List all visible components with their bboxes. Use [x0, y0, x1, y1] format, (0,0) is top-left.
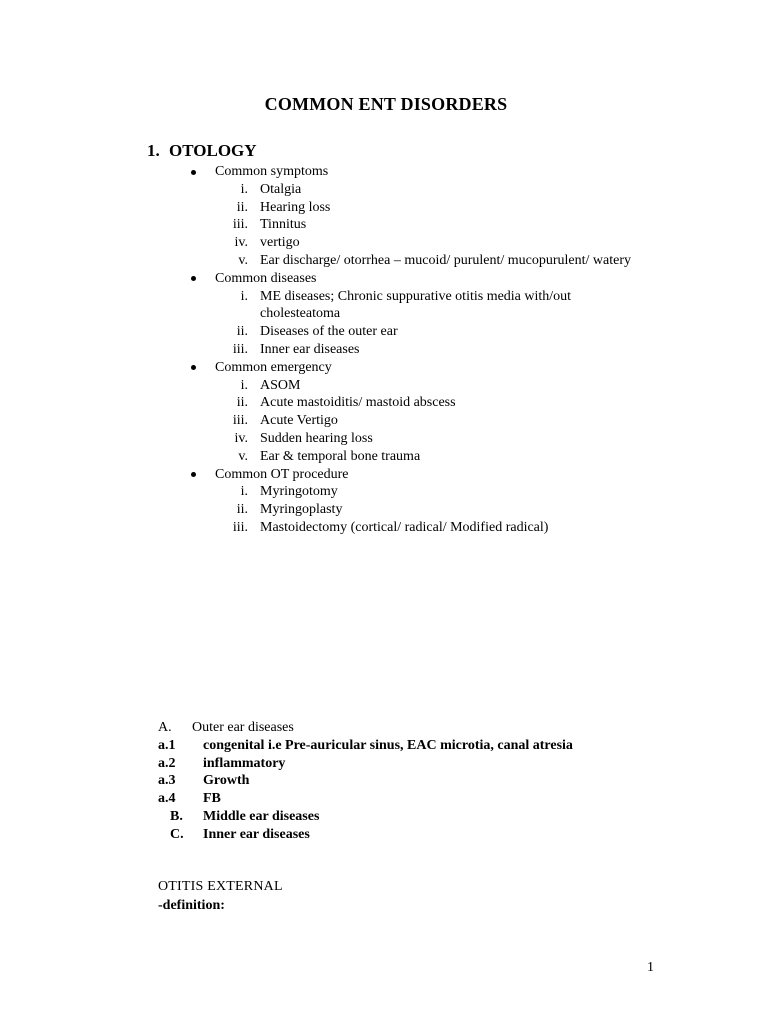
list-text: inflammatory: [203, 755, 286, 771]
roman-numeral: i.: [240, 484, 248, 500]
bullet-item: [0, 466, 768, 484]
sub-item: [0, 519, 768, 537]
sub-item-text: vertigo: [260, 235, 300, 251]
section-title: OTOLOGY: [169, 141, 257, 160]
sub-item-text: Inner ear diseases: [260, 341, 360, 357]
list-label: a.2: [158, 755, 176, 771]
sub-item: [0, 181, 768, 199]
bullet-label: Common OT procedure: [215, 466, 349, 482]
bullet-icon: [191, 276, 196, 281]
roman-numeral: ii.: [236, 502, 248, 518]
sub-item-text: ASOM: [260, 377, 301, 393]
bullet-label: Common diseases: [215, 270, 317, 286]
list-label: a.4: [158, 791, 176, 807]
list-text: congenital i.e Pre-auricular sinus, EAC microtia, canal atresia: [203, 737, 573, 753]
sub-item: [0, 216, 768, 234]
sub-item-text: Sudden hearing loss: [260, 430, 373, 446]
list-text: Inner ear diseases: [203, 826, 310, 842]
list-item: [0, 826, 768, 844]
section-heading: [147, 141, 257, 161]
sub-item-text: Acute mastoiditis/ mastoid abscess: [260, 395, 456, 411]
sub-item-text: ME diseases; Chronic suppurative otitis media with/out cholesteatoma: [260, 288, 572, 322]
sub-item-text: Mastoidectomy (cortical/ radical/ Modified radical): [260, 519, 549, 535]
list-label: B.: [170, 808, 183, 824]
list-text: Middle ear diseases: [203, 808, 320, 824]
bullet-icon: [191, 170, 196, 175]
list-item: [0, 737, 768, 755]
roman-numeral: iii.: [232, 413, 248, 429]
list-text: Growth: [203, 773, 250, 789]
page-number: 1: [647, 960, 654, 975]
sub-item-text: Ear & temporal bone trauma: [260, 448, 421, 464]
sub-item-text: Diseases of the outer ear: [260, 324, 398, 340]
sub-item: [0, 288, 768, 324]
sub-item: [0, 394, 768, 412]
bullet-icon: [191, 365, 196, 370]
sub-item-text: Acute Vertigo: [260, 413, 338, 429]
sub-item: [0, 377, 768, 395]
sub-item-text: Myringotomy: [260, 484, 338, 500]
sub-item: [0, 234, 768, 252]
sub-item: [0, 252, 768, 270]
bullet-label: Common emergency: [215, 359, 332, 375]
document-title: COMMON ENT DISORDERS: [264, 94, 508, 114]
sub-item: [0, 412, 768, 430]
roman-numeral: i.: [240, 181, 248, 197]
definition-label: -definition:: [158, 898, 225, 913]
otitis-external-heading: OTITIS EXTERNAL: [158, 879, 283, 894]
sub-item-text: Otalgia: [260, 181, 302, 197]
sub-item: [0, 199, 768, 217]
sub-item-text: Ear discharge/ otorrhea – mucoid/ purulent/ mucopurulent/ watery: [260, 252, 632, 268]
sub-item-text: Tinnitus: [260, 217, 307, 233]
bullet-label: Common symptoms: [215, 164, 329, 179]
bullet-item: [0, 270, 768, 288]
roman-numeral: iv.: [234, 430, 248, 446]
roman-numeral: i.: [240, 288, 248, 304]
sub-item-text: Hearing loss: [260, 199, 331, 215]
list-item: [0, 772, 768, 790]
sub-item: [0, 501, 768, 519]
list-text: Outer ear diseases: [192, 720, 294, 735]
sub-item-text: Myringoplasty: [260, 502, 343, 518]
list-item: [0, 808, 768, 826]
roman-numeral: ii.: [236, 324, 248, 340]
roman-numeral: i.: [240, 377, 248, 393]
sub-item: [0, 448, 768, 466]
sub-item: [0, 430, 768, 448]
disease-classification-list: [0, 719, 768, 844]
bullet-item: [0, 359, 768, 377]
roman-numeral: ii.: [236, 199, 248, 215]
roman-numeral: iii.: [232, 341, 248, 357]
list-label: C.: [170, 826, 184, 842]
list-item: [0, 755, 768, 773]
roman-numeral: iii.: [232, 519, 248, 535]
sub-item: [0, 483, 768, 501]
sub-item: [0, 341, 768, 359]
roman-numeral: iii.: [232, 217, 248, 233]
list-label: A.: [158, 720, 172, 735]
roman-numeral: iv.: [234, 235, 248, 251]
list-text: FB: [203, 791, 221, 807]
bullet-icon: [191, 472, 196, 477]
sub-item: [0, 323, 768, 341]
bullet-item: [0, 163, 768, 181]
section-number: 1.: [147, 141, 160, 160]
otology-outline: [0, 163, 768, 537]
list-label: a.3: [158, 773, 176, 789]
list-item: [0, 719, 768, 737]
roman-numeral: v.: [238, 448, 248, 464]
list-label: a.1: [158, 737, 176, 753]
roman-numeral: ii.: [236, 395, 248, 411]
list-item: [0, 790, 768, 808]
roman-numeral: v.: [238, 252, 248, 268]
